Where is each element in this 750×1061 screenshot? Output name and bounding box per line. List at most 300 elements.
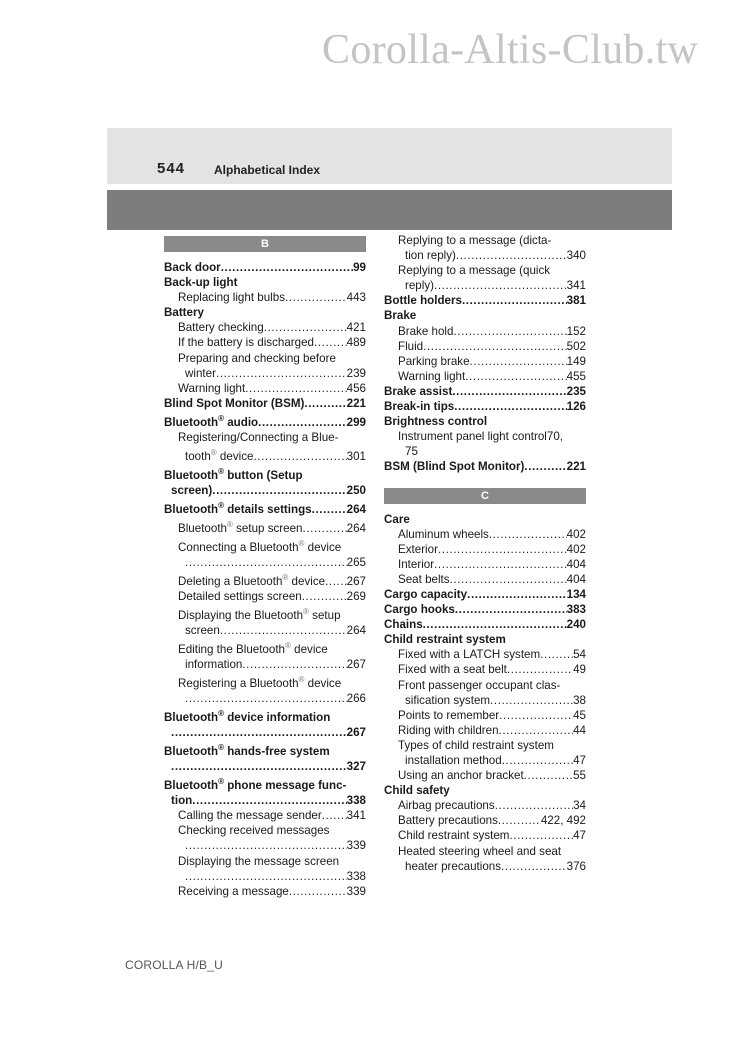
entry-text [178,352,336,365]
dot-leader [242,657,346,672]
entry-label: winter [185,366,216,380]
entry-text [178,570,325,589]
entry-text [164,466,303,482]
entry-text [178,884,289,899]
entry-label-rest: device [304,676,342,690]
index-subentry[interactable] [384,662,586,677]
entry-text [171,483,212,498]
page-reference-link[interactable]: 44 [573,723,586,737]
index-subentry[interactable] [384,693,586,708]
index-subentry[interactable] [164,290,366,305]
entry-label: Bluetooth [164,502,219,516]
entry-text [164,745,330,758]
entry-label: Warning light [398,369,466,383]
entry-text [398,557,434,572]
entry-text [384,633,506,646]
entry-text [384,513,410,526]
dot-leader [304,396,346,411]
dot-leader [455,602,567,617]
entry-text [398,264,550,277]
page-reference-link[interactable]: 341 [346,809,366,823]
entry-label: Bluetooth [178,521,227,535]
entry-label: Bluetooth [164,779,219,793]
entry-label-rest: setup [308,608,341,622]
page-reference-link[interactable]: 134 [566,587,586,601]
index-subentry[interactable] [164,623,366,638]
dot-leader [185,555,347,570]
page-reference-link[interactable]: 149 [566,354,586,368]
page-reference-link[interactable]: 152 [566,324,586,338]
page-reference-link[interactable]: 455 [566,369,586,383]
entry-text [405,753,502,768]
page-reference-link[interactable]: 55 [573,769,586,783]
dot-leader [171,759,347,774]
index-subentry[interactable] [164,638,366,657]
entry-text [185,623,220,638]
registered-mark: ® [218,466,224,476]
entry-text [384,399,454,414]
dot-leader [258,415,347,430]
entry-label: Types of child restraint system [398,738,554,752]
index-subentry[interactable] [384,444,586,459]
dot-leader [314,335,347,350]
entry-text [178,589,302,604]
page-reference-link[interactable]: 264 [346,502,366,516]
dot-leader [498,813,541,828]
entry-text [185,657,242,672]
index-subentry[interactable] [384,233,586,248]
page-reference-link[interactable]: 34 [573,799,586,813]
entry-text [178,808,322,823]
page-reference-link[interactable]: 240 [566,618,586,632]
entry-label: Replying to a message (quick [398,264,551,278]
page-reference-link[interactable]: 54 [573,648,586,662]
entry-label: Displaying the message screen [178,854,340,868]
entry-label: Connecting a Bluetooth [178,540,299,554]
entry-text [398,542,438,557]
entry-text [164,306,204,319]
page-reference-link[interactable]: 339 [346,839,366,853]
registered-mark: ® [298,538,305,548]
page-reference-link[interactable]: 402 [566,542,586,556]
dot-leader [192,793,346,808]
index-entry[interactable] [164,725,366,740]
index-subentry[interactable] [384,738,586,753]
page-reference-link[interactable]: 376 [566,859,586,873]
entry-label: Back door [164,261,221,274]
entry-text [398,813,498,828]
index-subentry[interactable] [164,351,366,366]
entry-label: heater precautions [405,859,502,873]
index-entry[interactable] [164,411,366,430]
entry-label: Battery [164,306,204,320]
index-subentry[interactable] [384,572,586,587]
page-reference-link[interactable]: 264 [346,521,366,535]
entry-text [164,411,258,430]
entry-text [384,293,462,308]
entry-label-rest: device [216,449,254,463]
index-subentry[interactable] [164,335,366,350]
entry-label: tion [171,794,193,808]
dot-leader [302,589,347,604]
page-reference-link[interactable]: 47 [573,829,586,843]
page-reference-link[interactable]: 221 [566,460,586,474]
entry-label: Bottle holders [384,294,462,308]
index-subentry[interactable] [384,369,586,384]
page-reference-link[interactable]: 70, [546,430,563,444]
entry-text [398,324,453,339]
entry-label: BSM (Blind Spot Monitor) [384,460,525,474]
entry-label: Brake assist [384,384,453,398]
dot-leader [325,574,347,589]
index-entry[interactable] [384,308,586,323]
index-subentry[interactable] [164,320,366,335]
page-reference-link[interactable]: 250 [346,483,366,497]
entry-label-rest: audio [224,415,259,429]
entry-label: tion reply) [405,249,456,263]
page-reference-link[interactable]: 126 [566,400,586,414]
index-entry[interactable] [164,793,366,808]
registered-mark: ® [218,500,224,510]
index-column-right [384,233,586,874]
dot-leader [502,753,573,768]
entry-text [398,798,495,813]
entry-label: Brightness control [384,415,488,429]
index-entry[interactable] [384,783,586,798]
page-reference-link[interactable]: 340 [566,249,586,263]
entry-text [398,369,465,384]
dot-leader [171,725,347,740]
dot-leader [221,260,353,275]
page-reference-link[interactable]: 383 [566,603,586,617]
index-subentry[interactable] [384,278,586,293]
index-entry[interactable] [164,774,366,793]
dot-leader [490,693,573,708]
dot-leader [212,483,346,498]
page-reference-link[interactable]: 299 [346,415,366,429]
entry-label-rest: device information [224,710,331,724]
index-subentry[interactable] [384,324,586,339]
entry-label: Brake [384,309,417,323]
page-reference-link[interactable]: 341 [566,279,586,293]
entry-text [384,459,524,474]
page-reference-link[interactable]: 422, 492 [540,814,586,828]
index-entry[interactable] [164,396,366,411]
header-divider-band [107,190,672,230]
entry-text [178,320,264,335]
index-subentry[interactable] [384,859,586,874]
entry-label: Fixed with a seat belt [398,663,507,677]
index-subentry[interactable] [164,517,366,536]
page-reference-link[interactable]: 267 [346,657,366,671]
entry-label: Fixed with a LATCH system [398,648,541,662]
page-reference-link[interactable]: 264 [346,623,366,637]
entry-label: Receiving a message [178,884,289,898]
index-subentry[interactable] [164,808,366,823]
entry-text [405,445,418,458]
index-entry[interactable] [384,602,586,617]
entry-label: Bluetooth [164,415,219,429]
dot-leader [423,617,567,632]
entry-label: Replacing light bulbs [178,291,285,305]
registered-mark: ® [303,606,309,616]
page-reference-link[interactable]: 47 [573,754,586,767]
index-entry[interactable] [164,740,366,759]
dot-leader [452,384,566,399]
entry-text [178,335,314,350]
entry-text [384,415,487,428]
page-reference-link[interactable]: 38 [573,693,586,707]
index-entry[interactable] [384,399,586,414]
index-subentry[interactable] [164,589,366,604]
page-reference-link[interactable]: 239 [346,366,366,380]
entry-label-rest: device [288,574,326,588]
entry-label: Bluetooth [164,710,219,724]
entry-text [185,366,216,381]
index-entry[interactable] [384,632,586,647]
entry-label: Points to remember [398,708,500,722]
dot-leader [499,723,574,738]
index-subentry[interactable] [384,429,586,444]
page-reference-link[interactable]: 45 [573,708,586,722]
footer-model-code: COROLLA H/B_U [125,958,223,972]
entry-label-rest: setup screen [232,521,303,535]
index-subentry[interactable] [164,381,366,396]
index-subentry[interactable] [384,263,586,278]
index-subentry[interactable] [164,691,366,706]
page-reference-link[interactable]: 267 [346,574,366,588]
entry-label: Blind Spot Monitor (BSM) [164,396,305,410]
page-reference-link[interactable]: 489 [346,336,366,350]
entry-label-rest: details settings [224,502,312,516]
entry-text [164,396,304,411]
dot-leader [454,399,566,414]
index-subentry[interactable] [164,657,366,672]
index-subentry[interactable] [384,248,586,263]
page-reference-link[interactable]: 235 [566,384,586,398]
entry-label: Aluminum wheels [398,527,489,541]
entry-label: Using an anchor bracket [398,769,524,783]
entry-text [178,855,339,868]
page-reference-link[interactable]: 404 [566,557,586,571]
index-subentry[interactable] [164,884,366,899]
page-reference-link[interactable]: 404 [566,572,586,586]
page-reference-link[interactable]: 402 [566,527,586,541]
dot-leader [285,290,347,305]
index-subentry[interactable] [164,869,366,884]
index-subentry[interactable] [164,555,366,570]
registered-mark: ® [218,413,224,423]
watermark-logo-text: Corolla-Altis-Club.tw [322,27,699,73]
page-reference-link[interactable]: 265 [346,555,366,569]
entry-label: tooth [185,449,211,463]
index-subentry[interactable] [164,536,366,555]
registered-mark: ® [218,709,224,719]
letter-section-header: C [384,488,586,504]
index-subentry[interactable] [384,753,586,768]
page-number: 544 [157,160,186,177]
page-header-band [107,128,672,184]
entry-label: reply) [405,279,434,293]
index-subentry[interactable] [164,366,366,381]
page-reference-link[interactable]: 443 [346,291,366,305]
index-subentry[interactable] [384,813,586,828]
entry-text [405,693,490,708]
dot-leader [289,884,347,899]
index-subentry[interactable] [384,339,586,354]
page-reference-link[interactable]: 269 [346,589,366,603]
index-subentry[interactable] [384,557,586,572]
index-entry[interactable] [384,384,586,399]
index-subentry[interactable] [384,828,586,843]
page-reference-link[interactable]: 267 [346,726,366,740]
index-subentry[interactable] [164,445,366,464]
index-entry[interactable] [164,759,366,774]
entry-text [178,606,341,622]
entry-label-rest: button (Setup [224,468,303,482]
registered-mark: ® [282,572,289,582]
entry-label: Registering a Bluetooth [178,676,299,690]
index-entry[interactable] [164,464,366,483]
entry-label: Cargo capacity [384,587,468,601]
dot-leader [495,798,573,813]
entry-label: sification system [405,693,491,707]
dot-leader [220,623,347,638]
index-entry[interactable] [164,275,366,290]
entry-text [171,793,192,808]
entry-label: Bluetooth [164,468,219,482]
index-entry[interactable] [384,459,586,474]
entry-label: Preparing and checking before [178,351,336,365]
dot-leader [322,808,347,823]
index-entry[interactable] [164,483,366,498]
dot-leader [185,838,347,853]
entry-text [178,824,329,837]
index-subentry[interactable] [384,768,586,783]
page-reference-link[interactable]: 301 [346,449,366,463]
registered-mark: ® [285,641,291,651]
index-subentry[interactable] [384,542,586,557]
page-reference-link[interactable]: 99 [353,261,366,274]
index-entry[interactable] [384,293,586,308]
index-subentry[interactable] [164,570,366,589]
dot-leader [423,339,567,354]
entry-text [384,617,423,632]
dot-leader [467,587,567,602]
entry-text [384,309,416,322]
section-gap [384,475,586,488]
index-subentry[interactable] [384,527,586,542]
entry-text [178,290,285,305]
page-reference-link[interactable]: 266 [346,692,366,706]
entry-text [398,739,554,752]
index-subentry[interactable] [384,844,586,859]
entry-text [398,647,540,662]
entry-text [164,498,312,517]
index-entry[interactable] [384,512,586,527]
dot-leader [524,459,566,474]
page-reference-link[interactable]: 339 [346,884,366,898]
registered-mark: ® [210,447,217,457]
entry-text [398,662,507,677]
entry-text [398,828,509,843]
index-entry[interactable] [164,706,366,725]
dot-leader [509,828,573,843]
entry-label: Heated steering wheel and seat [398,844,562,858]
dot-leader [499,708,573,723]
dot-leader [465,369,566,384]
entry-text [398,723,499,738]
entry-label: Cargo hooks [384,603,455,617]
entry-text [178,538,342,554]
index-entry[interactable] [164,260,366,275]
index-entry[interactable] [384,587,586,602]
index-entry[interactable] [384,414,586,429]
index-entry[interactable] [164,305,366,320]
entry-label-rest: device [290,642,328,656]
entry-label: 75 [405,445,418,459]
index-entry[interactable] [164,498,366,517]
index-subentry[interactable] [384,708,586,723]
index-subentry[interactable] [164,604,366,623]
dot-leader [489,527,567,542]
page-reference-link[interactable]: 49 [573,663,586,677]
index-entry[interactable] [384,617,586,632]
entry-text [398,234,551,247]
entry-label: Battery checking [178,321,264,335]
entry-text [164,276,237,289]
page-reference-link[interactable]: 381 [566,294,586,308]
index-subentry[interactable] [164,430,366,445]
index-subentry[interactable] [384,798,586,813]
page-reference-link[interactable]: 456 [346,381,366,395]
page-reference-link[interactable]: 502 [566,339,586,353]
page-reference-link[interactable]: 421 [346,321,366,335]
page-reference-link[interactable]: 338 [346,794,366,808]
index-subentry[interactable] [384,678,586,693]
page-reference-link[interactable]: 221 [346,396,366,410]
entry-label: Child safety [384,784,450,798]
dot-leader [453,324,566,339]
entry-label: Editing the Bluetooth [178,642,285,656]
index-subentry[interactable] [164,854,366,869]
entry-label-rest: phone message func- [224,779,347,793]
dot-leader [501,859,567,874]
index-subentry[interactable] [164,823,366,838]
index-subentry[interactable] [384,647,586,662]
index-subentry[interactable] [384,354,586,369]
entry-label: Instrument panel light control [398,430,547,444]
entry-label: Front passenger occupant clas- [398,678,561,692]
section-title: Alphabetical Index [214,163,321,177]
entry-label: Child restraint system [384,633,506,647]
entry-label: Replying to a message (dicta- [398,234,552,247]
page-reference-link[interactable]: 338 [346,869,366,883]
entry-label: Parking brake [398,354,470,368]
index-subentry[interactable] [164,672,366,691]
index-subentry[interactable] [164,838,366,853]
entry-label-rest: device [304,540,342,554]
entry-label: Fluid [398,339,424,353]
index-column-left [164,236,366,899]
entry-label: information [185,657,243,671]
index-subentry[interactable] [384,723,586,738]
dot-leader [216,366,347,381]
entry-label: Calling the message sender [178,809,322,823]
page-reference-link[interactable]: 327 [346,760,366,774]
registered-mark: ® [227,519,233,529]
entry-text [405,248,456,263]
